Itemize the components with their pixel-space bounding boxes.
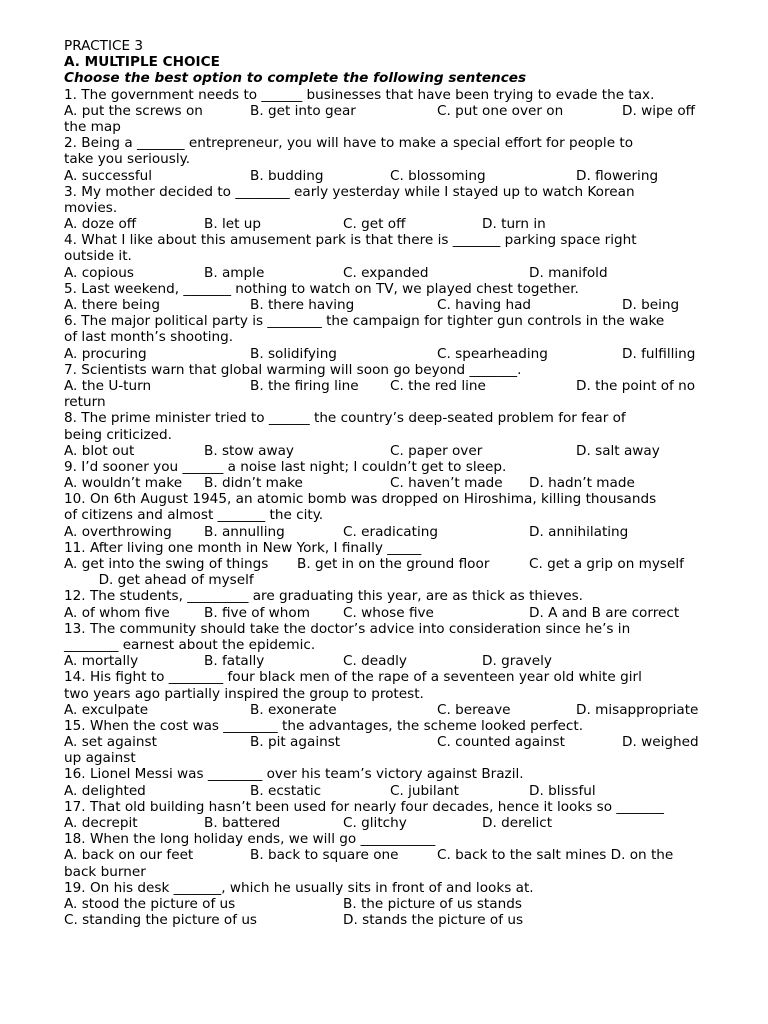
answer-option: B. there having <box>250 297 355 313</box>
answer-option: C. glitchy <box>343 815 407 831</box>
options-row <box>64 783 734 799</box>
options-row <box>64 524 734 540</box>
answer-option: D. fulfilling <box>622 345 696 362</box>
question-text: 12. The students, _________ are graduating this year, are as thick as thieves. <box>64 588 583 605</box>
question-item <box>64 540 734 589</box>
answer-option: B. get in on the ground floor <box>297 556 490 572</box>
practice-title: PRACTICE 3 <box>64 38 144 54</box>
answer-option: D. hadn’t made <box>529 475 635 492</box>
answer-option: B. fatally <box>204 653 265 670</box>
question-item <box>64 362 734 411</box>
answer-option: D. A and B are correct <box>529 604 680 621</box>
question-item <box>64 281 734 313</box>
answer-option: D. the point of no <box>576 377 696 394</box>
question-item <box>64 621 734 670</box>
answer-option: D. turn in <box>482 216 546 233</box>
question-text: 5. Last weekend, _______ nothing to watch on TV, we played chest together. <box>64 280 579 297</box>
question-text: being criticized. <box>64 426 172 443</box>
options-row <box>64 605 734 621</box>
answer-option: B. annulling <box>204 523 285 540</box>
question-text: 4. What I like about this amusement park is that there is _______ parking space right <box>64 232 637 249</box>
options-row <box>64 556 734 572</box>
question-text: 10. On 6th August 1945, an atomic bomb was dropped on Hiroshima, killing thousands <box>64 491 657 508</box>
option-continuation: D. get ahead of myself <box>64 572 254 589</box>
question-list <box>64 87 734 929</box>
question-text: of citizens and almost _______ the city. <box>64 507 324 524</box>
options-row <box>64 702 734 718</box>
question-item <box>64 87 734 136</box>
question-item <box>64 831 734 880</box>
question-text: 17. That old building hasn’t been used for nearly four decades, hence it looks so _______ <box>64 798 664 815</box>
section-heading: A. MULTIPLE CHOICE <box>64 54 220 71</box>
options-row <box>64 265 734 281</box>
answer-option: B. stow away <box>204 442 294 459</box>
answer-option: A. stood the picture of us <box>64 895 236 912</box>
answer-option: C. expanded <box>343 264 429 281</box>
answer-option: B. five of whom <box>204 604 310 621</box>
answer-option: B. let up <box>204 216 262 233</box>
answer-option: C. having had <box>437 297 532 313</box>
question-item <box>64 232 734 281</box>
answer-option: B. exonerate <box>250 701 337 718</box>
answer-option: A. exculpate <box>64 701 149 718</box>
answer-option: A. copious <box>64 264 134 281</box>
question-text: of last month’s shooting. <box>64 329 234 346</box>
answer-option: D. being <box>622 297 680 313</box>
answer-option: B. solidifying <box>250 345 337 362</box>
worksheet-page <box>64 38 734 928</box>
question-text: 16. Lionel Messi was ________ over his team’s victory against Brazil. <box>64 766 524 783</box>
question-text: movies. <box>64 199 118 216</box>
answer-option: A. wouldn’t make <box>64 475 183 492</box>
answer-option: A. the U-turn <box>64 377 152 394</box>
answer-option: C. get a grip on myself <box>529 556 684 572</box>
answer-option: D. wipe off <box>622 102 696 119</box>
answer-option: C. back to the salt mines D. on the <box>437 847 674 864</box>
answer-option: A. there being <box>64 297 160 313</box>
answer-option: C. eradicating <box>343 523 438 540</box>
answer-option: B. the picture of us stands <box>343 895 522 912</box>
answer-option: D. blissful <box>529 782 596 799</box>
question-text: 13. The community should take the doctor’s advice into consideration since he’s in <box>64 620 631 637</box>
options-row <box>64 103 734 119</box>
answer-option: B. ecstatic <box>250 782 322 799</box>
question-text: 14. His fight to ________ four black men of the rape of a seventeen year old white girl <box>64 669 642 686</box>
options-row <box>64 734 734 750</box>
option-continuation: return <box>64 394 106 411</box>
question-text: 1. The government needs to ______ businesses that have been trying to evade the tax. <box>64 86 655 103</box>
option-continuation: back burner <box>64 863 146 880</box>
question-item <box>64 410 734 459</box>
answer-option: A. of whom five <box>64 604 170 621</box>
answer-option: A. delighted <box>64 782 146 799</box>
answer-option: B. get into gear <box>250 102 356 119</box>
answer-option: C. whose five <box>343 604 434 621</box>
question-text: ________ earnest about the epidemic. <box>64 636 316 653</box>
question-text: 19. On his desk _______, which he usually sits in front of and looks at. <box>64 879 534 896</box>
answer-option: D. annihilating <box>529 523 629 540</box>
options-row <box>64 653 734 669</box>
answer-option: D. stands the picture of us <box>343 912 524 929</box>
answer-option: C. paper over <box>390 442 483 459</box>
question-text: 2. Being a _______ entrepreneur, you will have to make a special effort for people to <box>64 135 634 152</box>
answer-option: A. successful <box>64 167 153 184</box>
options-row <box>64 297 734 313</box>
answer-option: B. pit against <box>250 734 341 751</box>
question-text: 8. The prime minister tried to ______ the country’s deep-seated problem for fear of <box>64 410 626 427</box>
instruction-text: Choose the best option to complete the following sentences <box>64 70 527 87</box>
answer-option: C. jubilant <box>390 782 459 799</box>
question-item <box>64 880 734 929</box>
answer-option: B. ample <box>204 264 265 281</box>
question-item <box>64 135 734 184</box>
options-row <box>64 847 734 863</box>
answer-option: A. overthrowing <box>64 523 172 540</box>
answer-option: B. back to square one <box>250 847 399 864</box>
question-item <box>64 313 734 362</box>
question-text: 18. When the long holiday ends, we will go ___________ <box>64 831 436 848</box>
options-row <box>64 168 734 184</box>
question-text: 11. After living one month in New York, I finally _____ <box>64 539 422 556</box>
answer-option: D. manifold <box>529 264 608 281</box>
options-row <box>64 475 734 491</box>
question-item <box>64 588 734 620</box>
answer-option: A. doze off <box>64 216 137 233</box>
answer-option: A. get into the swing of things <box>64 556 269 572</box>
answer-option: A. procuring <box>64 345 147 362</box>
question-item <box>64 718 734 767</box>
question-item <box>64 766 734 798</box>
answer-option: A. mortally <box>64 653 139 670</box>
options-row <box>64 815 734 831</box>
answer-option: A. back on our feet <box>64 847 194 864</box>
answer-option: C. blossoming <box>390 167 486 184</box>
options-row <box>64 896 734 912</box>
answer-option: C. bereave <box>437 701 511 718</box>
answer-option: A. put the screws on <box>64 102 203 119</box>
question-item <box>64 459 734 491</box>
answer-option: A. set against <box>64 734 157 751</box>
question-text: 7. Scientists warn that global warming will soon go beyond _______. <box>64 361 522 378</box>
option-continuation: the map <box>64 118 121 135</box>
answer-option: D. flowering <box>576 167 659 184</box>
question-item <box>64 491 734 540</box>
question-item <box>64 669 734 718</box>
answer-option: B. budding <box>250 167 324 184</box>
question-text: 9. I’d sooner you ______ a noise last night; I couldn’t get to sleep. <box>64 458 507 475</box>
question-text: 3. My mother decided to ________ early yesterday while I stayed up to watch Korean <box>64 183 635 200</box>
option-continuation: up against <box>64 750 136 767</box>
options-row <box>64 216 734 232</box>
answer-option: C. the red line <box>390 377 486 394</box>
answer-option: C. spearheading <box>437 345 548 362</box>
options-row <box>64 443 734 459</box>
answer-option: C. counted against <box>437 734 565 751</box>
answer-option: C. deadly <box>343 653 407 670</box>
answer-option: D. salt away <box>576 442 660 459</box>
question-text: two years ago partially inspired the group to protest. <box>64 685 424 702</box>
answer-option: B. battered <box>204 815 281 831</box>
question-text: 15. When the cost was ________ the advantages, the scheme looked perfect. <box>64 717 584 734</box>
question-text: take you seriously. <box>64 151 191 168</box>
options-row <box>64 346 734 362</box>
question-item <box>64 799 734 831</box>
answer-option: D. gravely <box>482 653 552 670</box>
answer-option: C. haven’t made <box>390 475 503 492</box>
options-row <box>64 912 734 928</box>
answer-option: C. standing the picture of us <box>64 912 258 929</box>
answer-option: D. derelict <box>482 815 553 831</box>
question-text: outside it. <box>64 248 132 265</box>
question-item <box>64 184 734 233</box>
answer-option: A. decrepit <box>64 815 138 831</box>
answer-option: B. didn’t make <box>204 475 303 492</box>
options-row <box>64 378 734 394</box>
answer-option: D. weighed <box>622 734 699 751</box>
answer-option: B. the firing line <box>250 377 359 394</box>
answer-option: C. get off <box>343 216 406 233</box>
question-text: 6. The major political party is ________ the campaign for tighter gun controls in the wake <box>64 313 665 330</box>
answer-option: C. put one over on <box>437 102 564 119</box>
answer-option: D. misappropriate <box>576 701 699 718</box>
answer-option: A. blot out <box>64 442 135 459</box>
